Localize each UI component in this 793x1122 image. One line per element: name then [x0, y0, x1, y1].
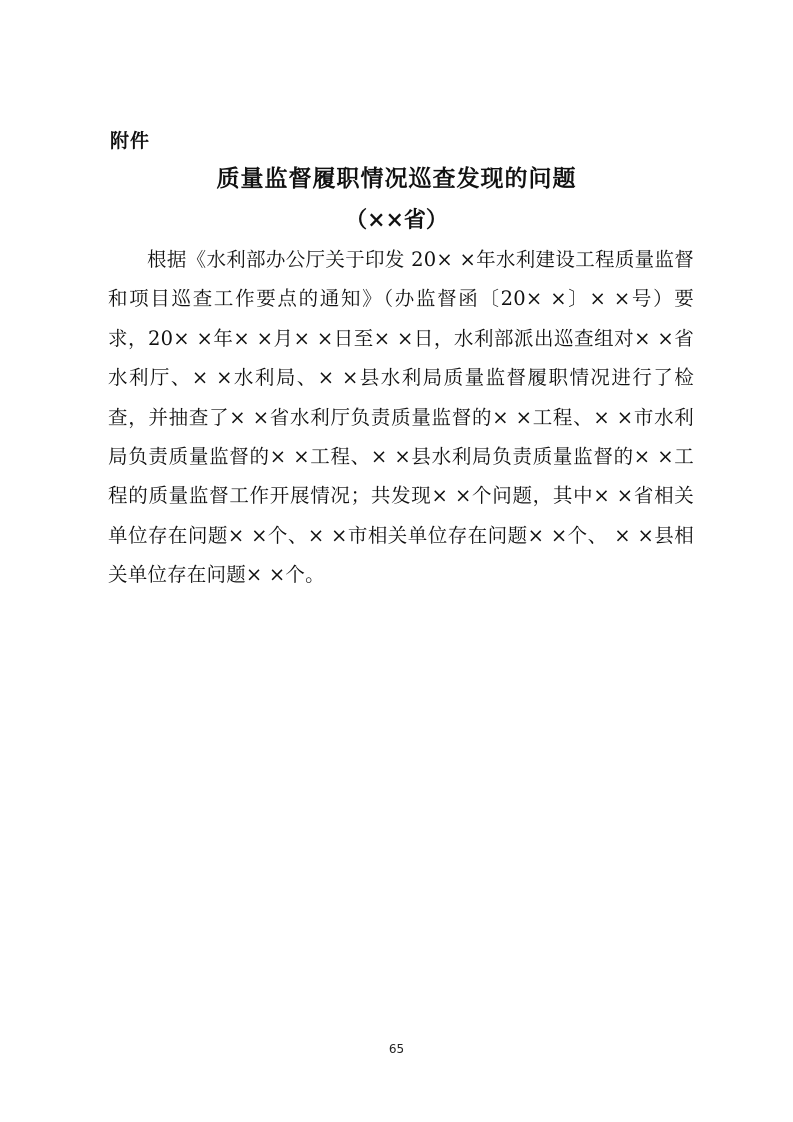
- body-paragraph: 根据《水利部办公厅关于印发 20× ×年水利建设工程质量监督和项目巡查工作要点的通知》（办监督函〔20× ×〕× ×号）要求，20× ×年× ×月× ×日至× ×日，水利部派出巡查组对× ×省水利厅、× ×水利局、× ×县水利局质量监督履职情况进行了检查，并抽查了× ×省水利厅负责质量监督的× ×工程、× ×市水利局负责质量监督的× ×工程、× ×县水利局负责质量监督的× ×工程的质量监督工作开展情况；共发现× ×个问题，其中× ×省相关单位存在问题× ×个、× ×市相关单位存在问题× ×个、 × ×县相关单位存在问题× ×个。: [108, 248, 694, 587]
- document-subtitle: （××省）: [345, 207, 448, 233]
- page-number: 65: [388, 1042, 405, 1056]
- document-title: 质量监督履职情况巡查发现的问题: [216, 165, 577, 192]
- attachment-label: 附件: [110, 130, 151, 152]
